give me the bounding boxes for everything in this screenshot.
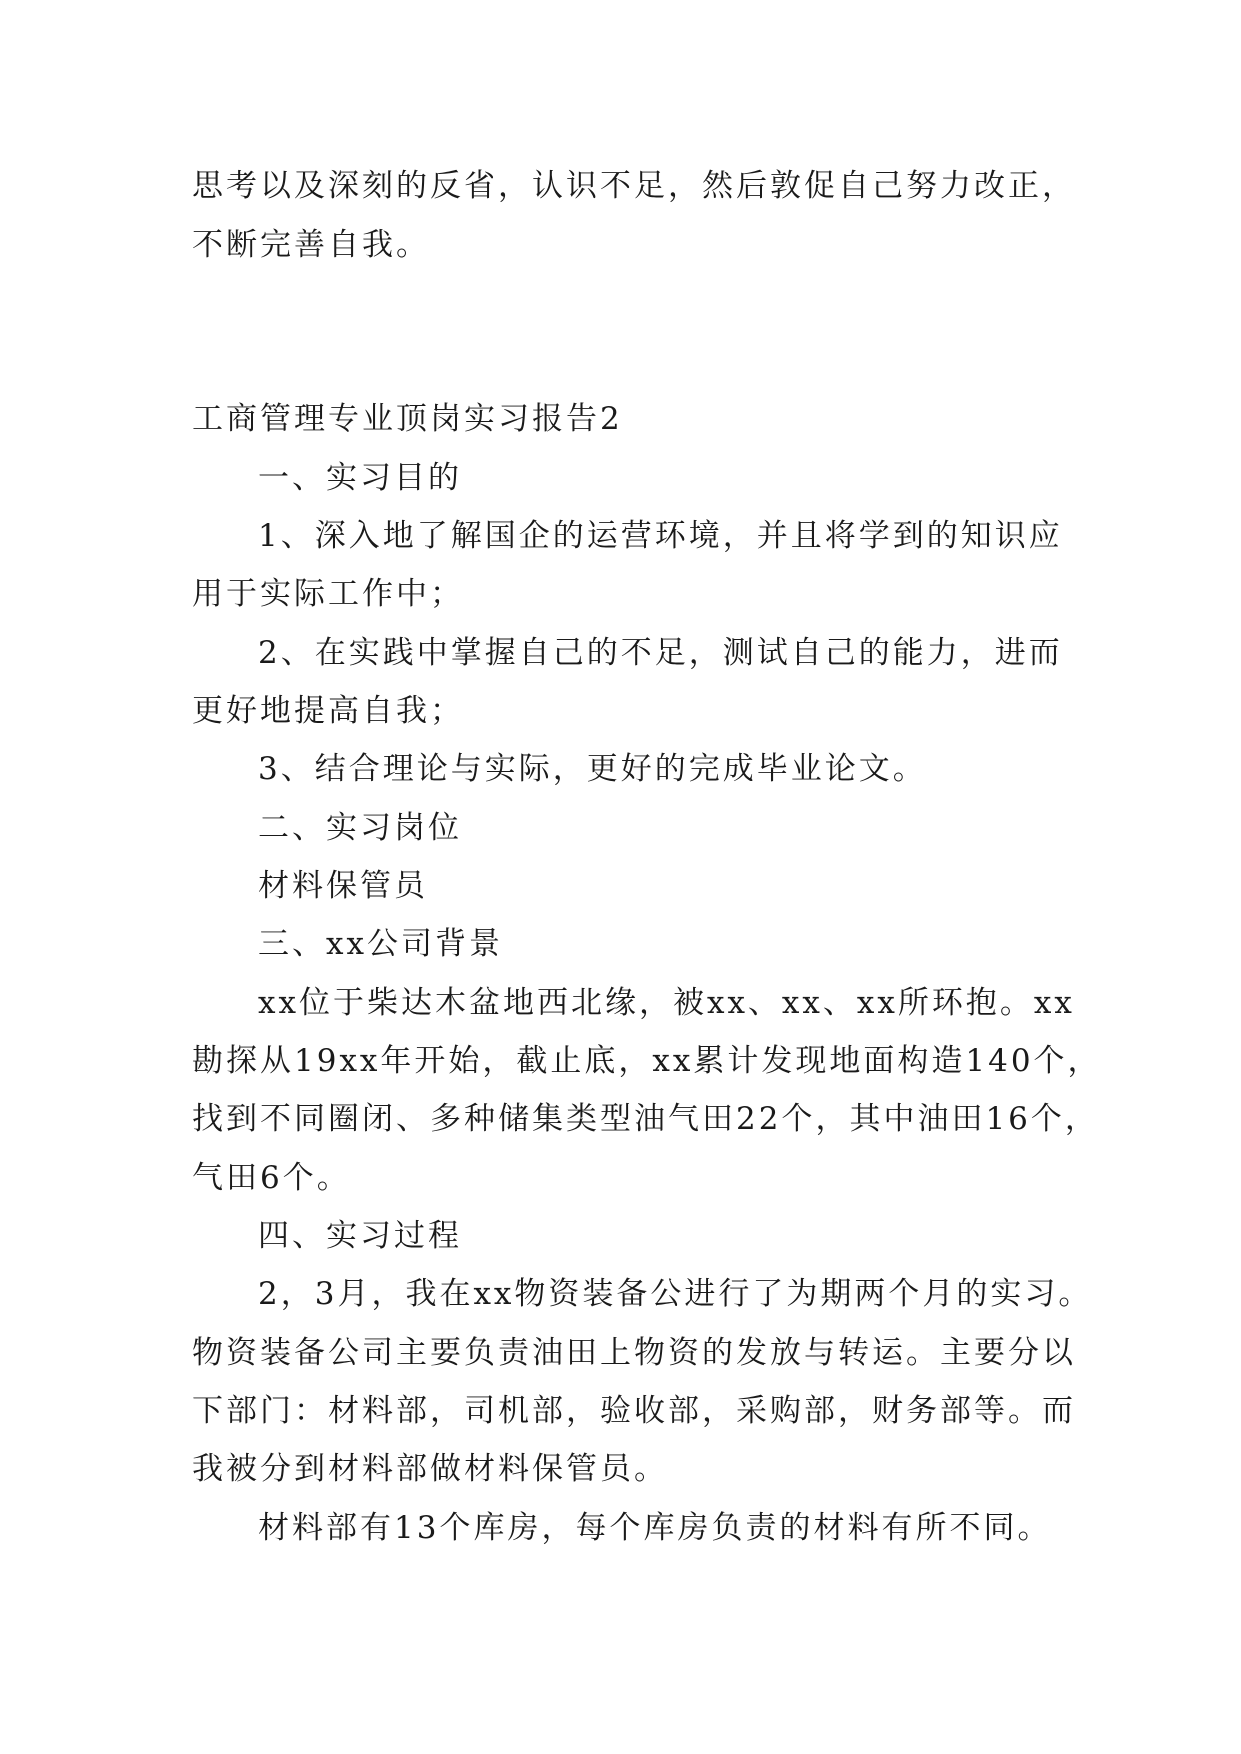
section2-content: 材料保管员: [258, 868, 428, 904]
section4-para1-line-4: 我被分到材料部做材料保管员。: [192, 1451, 668, 1487]
section4-para2-line-1: 材料部有13个库房，每个库房负责的材料有所不同。: [258, 1510, 1052, 1546]
section3-para-line-4: 气田6个。: [192, 1160, 351, 1196]
report-title: 工商管理专业顶岗实习报告2: [192, 401, 623, 437]
section1-item2-line-1: 2、在实践中掌握自己的不足，测试自己的能力，进而: [258, 635, 1063, 671]
intro-line-1: 思考以及深刻的反省，认识不足，然后敦促自己努力改正，: [192, 168, 1076, 204]
section1-item2-line-2: 更好地提高自我；: [192, 693, 464, 729]
section1-item1-line-1: 1、深入地了解国企的运营环境，并且将学到的知识应: [258, 518, 1063, 554]
section3-heading: 三、xx公司背景: [258, 926, 503, 962]
section4-heading: 四、实习过程: [258, 1218, 462, 1254]
section3-para-line-2: 勘探从19xx年开始，截止底，xx累计发现地面构造140个，: [192, 1043, 1102, 1079]
section1-item1-line-2: 用于实际工作中；: [192, 576, 464, 612]
section3-para-line-1: xx位于柴达木盆地西北缘，被xx、xx、xx所环抱。xx: [258, 985, 1075, 1021]
section1-heading: 一、实习目的: [258, 460, 462, 496]
section4-para1-line-2: 物资装备公司主要负责油田上物资的发放与转运。主要分以: [192, 1335, 1076, 1371]
section4-para1-line-3: 下部门：材料部，司机部，验收部，采购部，财务部等。而: [192, 1393, 1076, 1429]
section2-heading: 二、实习岗位: [258, 810, 462, 846]
section4-para1-line-1: 2，3月，我在xx物资装备公进行了为期两个月的实习。: [258, 1276, 1093, 1312]
intro-line-2: 不断完善自我。: [192, 227, 430, 263]
section3-para-line-3: 找到不同圈闭、多种储集类型油气田22个，其中油田16个，: [192, 1101, 1099, 1137]
section1-item3: 3、结合理论与实际，更好的完成毕业论文。: [258, 751, 927, 787]
